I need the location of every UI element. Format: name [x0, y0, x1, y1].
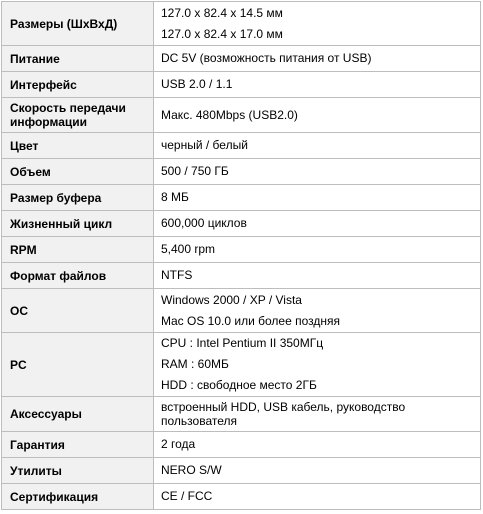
spec-row-dimensions [2, 2, 481, 46]
spec-label: ОС [2, 289, 154, 333]
spec-value-cell [154, 397, 481, 432]
spec-label: Утилиты [2, 458, 154, 484]
spec-row-power [2, 46, 481, 72]
spec-row-buffer [2, 185, 481, 211]
spec-label: Интерфейс [2, 72, 154, 98]
spec-value: 5,400 rpm [161, 242, 216, 256]
spec-label: Аксессуары [2, 397, 154, 432]
spec-value: RAM : 60МБ [161, 357, 229, 371]
spec-value: NERO S/W [161, 463, 222, 477]
spec-label: Питание [2, 46, 154, 72]
specifications-table [1, 1, 481, 510]
spec-value: черный / белый [161, 138, 248, 152]
spec-row-certification [2, 484, 481, 510]
spec-value: 500 / 750 ГБ [161, 164, 229, 178]
spec-value: USB 2.0 / 1.1 [161, 77, 233, 91]
spec-label: Формат файлов [2, 263, 154, 289]
spec-value: 8 МБ [161, 190, 189, 204]
spec-label: Жизненный цикл [2, 211, 154, 237]
spec-row-lifecycle [2, 211, 481, 237]
spec-row-color [2, 133, 481, 159]
spec-row-file-format [2, 263, 481, 289]
spec-label: Гарантия [2, 432, 154, 458]
spec-label: Объем [2, 159, 154, 185]
spec-row-utilities [2, 458, 481, 484]
spec-row-pc [2, 333, 481, 397]
spec-row-accessories [2, 397, 481, 432]
spec-value-cell [154, 133, 481, 159]
spec-value: Windows 2000 / XP / Vista [161, 292, 302, 307]
spec-row-capacity [2, 159, 481, 185]
spec-label: Сертификация [2, 484, 154, 510]
spec-value: NTFS [161, 268, 193, 282]
spec-value-cell [154, 211, 481, 237]
spec-row-os [2, 289, 481, 333]
spec-value-cell [154, 46, 481, 72]
spec-label: Размеры (ШхВхД) [2, 2, 154, 46]
spec-value-cell [154, 98, 481, 133]
spec-value-cell [154, 185, 481, 211]
spec-value: DC 5V (возможность питания от USB) [161, 51, 372, 65]
spec-value: CE / FCC [161, 489, 213, 503]
spec-value-cell [154, 72, 481, 98]
spec-label: Цвет [2, 133, 154, 159]
spec-value-cell [154, 432, 481, 458]
spec-value: 600,000 циклов [161, 216, 247, 230]
spec-label: PC [2, 333, 154, 397]
spec-label: Размер буфера [2, 185, 154, 211]
spec-label: RPM [2, 237, 154, 263]
spec-value-cell [154, 484, 481, 510]
spec-value-cell [154, 289, 481, 333]
spec-value: 127.0 x 82.4 x 17.0 мм [161, 26, 283, 41]
spec-value: Mac OS 10.0 или более поздняя [161, 313, 340, 328]
spec-label: Скорость передачи информации [2, 98, 154, 133]
spec-value-cell [154, 237, 481, 263]
spec-value: CPU : Intel Pentium II 350МГц [161, 336, 324, 350]
spec-row-transfer-speed [2, 98, 481, 133]
spec-value: 2 года [161, 437, 196, 451]
spec-row-interface [2, 72, 481, 98]
spec-value-cell [154, 263, 481, 289]
spec-row-rpm [2, 237, 481, 263]
spec-value-cell [154, 333, 481, 397]
spec-value-cell [154, 458, 481, 484]
spec-value: 127.0 x 82.4 x 14.5 мм [161, 5, 283, 20]
spec-value: HDD : свободное место 2ГБ [161, 378, 317, 392]
spec-value-cell [154, 2, 481, 46]
spec-value-cell [154, 159, 481, 185]
spec-row-warranty [2, 432, 481, 458]
spec-value: Макс. 480Mbps (USB2.0) [161, 107, 298, 122]
spec-value: встроенный HDD, USB кабель, руководство пользователя [161, 400, 406, 428]
